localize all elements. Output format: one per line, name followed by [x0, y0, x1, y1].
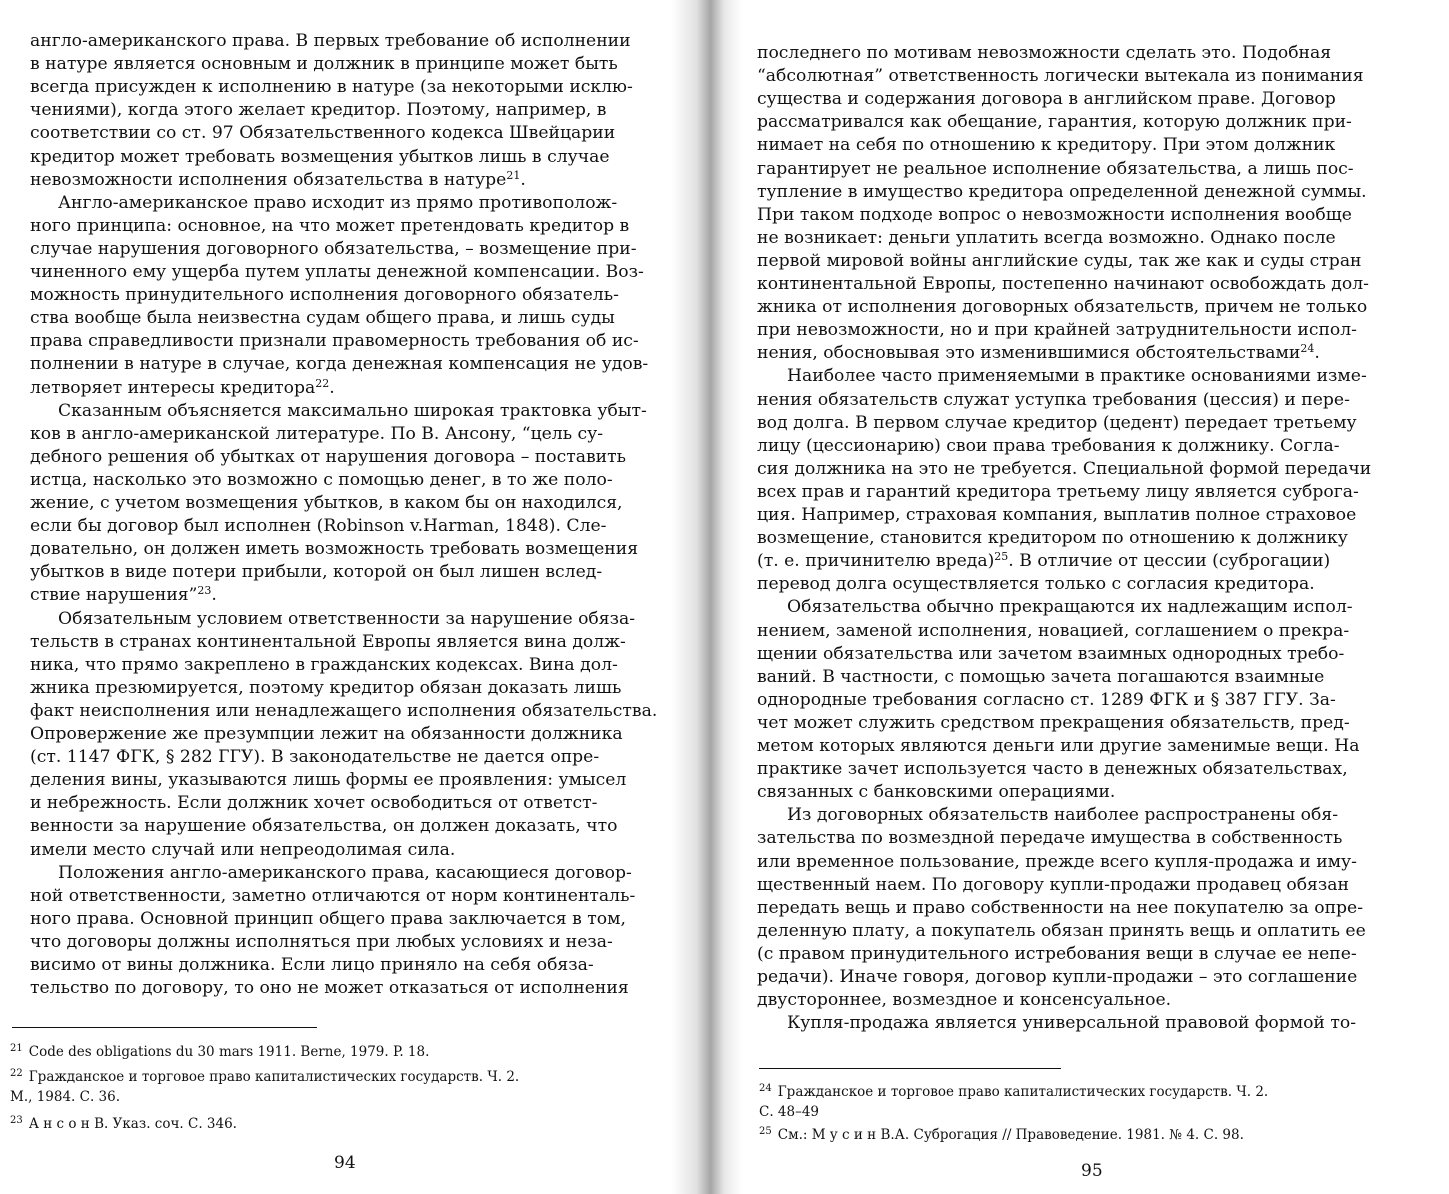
- line-text: ного принципа: основное, на что может претендовать кредитор в: [30, 215, 630, 236]
- text-line: [30, 307, 698, 329]
- text-line: [757, 435, 1427, 457]
- line-text: ков в англо-американской литературе. По В. Ансону, “цель су-: [30, 423, 604, 444]
- line-text: висимо от вины должника. Если лицо приняло на себя обяза-: [30, 955, 594, 975]
- text-line: [58, 862, 698, 884]
- left-page: [0, 0, 715, 1194]
- footnote-text: С. 48–49: [759, 1104, 820, 1120]
- text-line: [757, 342, 1427, 364]
- line-text: истца, насколько это возможно с помощью денег, в то же поло-: [30, 469, 613, 490]
- line-text: случае нарушения договорного обязательства, – возмещение при-: [30, 238, 637, 259]
- text-line: [787, 596, 1427, 618]
- text-line: [30, 238, 698, 260]
- footnote-separator: [759, 1068, 1061, 1069]
- footnote-text: Code des obligations du 30 mars 1911. Berne, 1979. P. 18.: [28, 1044, 430, 1060]
- text-line: [757, 781, 1427, 803]
- line-text: ция. Например, страховая компания, выплатив полное страховое: [757, 505, 1357, 525]
- text-line: [757, 134, 1427, 156]
- footnote: [10, 1068, 690, 1086]
- text-line: [757, 666, 1427, 688]
- line-text: лицу (цессионарию) свои права требования к должнику. Согла-: [757, 435, 1340, 456]
- line-text: англо-американского права. В первых требование об исполнении: [30, 31, 631, 51]
- line-text: Обязательным условием ответственности за нарушение обяза-: [58, 608, 636, 629]
- text-line: [757, 273, 1427, 295]
- line-text: Опровержение же презумпции лежит на обязанности должника: [30, 724, 623, 744]
- line-text: тельство по договору, то оно не может отказаться от исполнения: [30, 978, 629, 999]
- text-line: [30, 815, 698, 837]
- line-text: рассматривался как обещание, гарантия, которую должник при-: [757, 112, 1352, 133]
- text-line: [30, 446, 698, 468]
- footnote-number: 21: [10, 1043, 23, 1054]
- text-line: [757, 689, 1427, 711]
- line-text: вод долга. В первом случае кредитор (цедент) передает третьему: [757, 412, 1357, 433]
- text-line: [757, 504, 1427, 526]
- text-line: [757, 758, 1427, 780]
- page-number: 94: [334, 1153, 356, 1173]
- text-line: [757, 573, 1427, 595]
- footnote: [759, 1126, 1435, 1144]
- line-text: существа и содержания договора в английском праве. Договор: [757, 89, 1336, 110]
- text-line: [757, 204, 1427, 226]
- line-text: ника, что прямо закреплено в гражданских кодексах. Вина дол-: [30, 654, 618, 675]
- line-text: однородные требования согласно ст. 1289 ФГК и § 387 ГГУ. За-: [757, 689, 1336, 710]
- line-text: жение, с учетом возмещения убытков, в каком бы он находился,: [30, 493, 623, 513]
- line-text: Англо-американское право исходит из прямо противополож-: [58, 192, 618, 213]
- line-text: чениями), когда этого желает кредитор. Поэтому, например, в: [30, 100, 607, 121]
- text-line: [757, 620, 1427, 642]
- line-text: деленную плату, а покупатель обязан принять вещь и оплатить ее: [757, 920, 1366, 941]
- line-text: (ст. 1147 ФГК, § 282 ГГУ). В законодательстве не дается опре-: [30, 747, 600, 768]
- line-text: возмещение, становится кредитором по отношению к должнику: [757, 528, 1348, 549]
- text-line: [757, 920, 1427, 942]
- line-text: имели место случай или непреодолимая сила.: [30, 839, 456, 860]
- text-line: [757, 412, 1427, 434]
- line-text: метом которых являются деньги или другие заменимые вещи. На: [757, 736, 1360, 756]
- line-text: если бы договор был исполнен (Robinson v.Harman, 1848). Сле-: [30, 516, 607, 537]
- line-text: перевод долга осуществляется только с согласия кредитора.: [757, 574, 1315, 595]
- text-line: [757, 158, 1427, 180]
- line-text: связанных с банковскими операциями.: [757, 782, 1116, 803]
- line-text: ной ответственности, заметно отличаются от норм континенталь-: [30, 885, 636, 906]
- line-text: Из договорных обязательств наиболее распространены обя-: [787, 805, 1339, 826]
- text-line: [30, 76, 698, 98]
- line-text: всегда присужден к исполнению в натуре (за некоторыми исклю-: [30, 77, 633, 98]
- text-line: [757, 88, 1427, 110]
- line-text: последнего по мотивам невозможности сделать это. Подобная: [757, 43, 1332, 63]
- line-text: континентальной Европы, постепенно начинают освобождать дол-: [757, 274, 1369, 294]
- text-line: [30, 839, 698, 861]
- line-text: что договоры должны исполняться при любых условиях и неза-: [30, 931, 613, 952]
- footnote-reference[interactable]: 23: [197, 584, 212, 598]
- line-text: Купля-продажа является универсальной правовой формой то-: [787, 1013, 1357, 1034]
- line-text: тупление в имущество кредитора определенной денежной суммы.: [757, 181, 1367, 202]
- line-text: права справедливости признали правомерность требования об ис-: [30, 331, 639, 352]
- line-text: жника от исполнения договорных обязательств, причем не только: [757, 297, 1368, 318]
- footnote-text: Гражданское и торговое право капиталистических государств. Ч. 2.: [777, 1084, 1269, 1100]
- line-text: зательства по возмездной передаче имущества в собственность: [757, 828, 1343, 849]
- text-line: [30, 53, 698, 75]
- footnote: [10, 1088, 690, 1106]
- footnote-reference[interactable]: 24: [1300, 342, 1315, 356]
- line-text-tail: .: [211, 585, 217, 606]
- footnote-reference[interactable]: 25: [994, 550, 1009, 564]
- text-line: [30, 584, 698, 606]
- line-text: соответствии со ст. 97 Обязательственного кодекса Швейцарии: [30, 123, 616, 144]
- text-line: [757, 65, 1427, 87]
- line-text: щественный наем. По договору купли-продажи продавец обязан: [757, 874, 1349, 895]
- line-text: Обязательства обычно прекращаются их надлежащим испол-: [787, 597, 1353, 618]
- text-line: [757, 527, 1427, 549]
- text-line: [30, 561, 698, 583]
- line-text: факт неисполнения или ненадлежащего исполнения обязательства.: [30, 700, 658, 721]
- line-text: жника презюмируется, поэтому кредитор обязан доказать лишь: [30, 677, 622, 698]
- text-line: [757, 481, 1427, 503]
- line-text: дебного решения об убытках от нарушения договора – поставить: [30, 446, 626, 467]
- text-line: [757, 966, 1427, 988]
- line-text: довательно, он должен иметь возможность требовать возмещения: [30, 539, 639, 560]
- text-line: [757, 712, 1427, 734]
- text-line: [787, 1012, 1427, 1034]
- footnote-reference[interactable]: 22: [315, 376, 330, 390]
- text-line: [787, 804, 1427, 826]
- line-text: не возникает: деньги уплатить всегда возможно. Однако после: [757, 227, 1336, 248]
- text-line: [757, 943, 1427, 965]
- footnote: [10, 1043, 690, 1061]
- line-text: двустороннее, возмездное и консенсуальное.: [757, 990, 1172, 1011]
- footnote-number: 25: [759, 1126, 772, 1137]
- text-line: [30, 261, 698, 283]
- line-text: деления вины, указываются лишь формы ее проявления: умысел: [30, 770, 627, 791]
- line-text: щении обязательства или зачетом взаимных однородных требо-: [757, 643, 1345, 664]
- line-text: ваний. В частности, с помощью зачета погашаются взаимные: [757, 666, 1325, 687]
- line-text: невозможности исполнения обязательства в натуре: [30, 169, 507, 190]
- text-line: [30, 746, 698, 768]
- text-line: [757, 874, 1427, 896]
- footnote-separator: [12, 1027, 317, 1028]
- text-line: [757, 550, 1427, 572]
- line-text: нимает на себя по отношению к кредитору. При этом должник: [757, 135, 1336, 156]
- text-line: [30, 30, 698, 52]
- line-text: первой мировой войны английские суды, так же как и суды стран: [757, 250, 1362, 271]
- text-line: [58, 400, 698, 422]
- line-text: чет может служить средством прекращения обязательств, пред-: [757, 712, 1350, 733]
- footnote-reference[interactable]: 21: [506, 168, 521, 182]
- line-text: редачи). Иначе говоря, договор купли-продажи – это соглашение: [757, 967, 1358, 987]
- line-text: Сказанным объясняется максимально широкая трактовка убыт-: [58, 400, 647, 421]
- line-text: передать вещь и право собственности на нее покупателю за опре-: [757, 897, 1364, 918]
- text-line: [30, 700, 698, 722]
- text-line: [30, 99, 698, 121]
- text-line: [757, 643, 1427, 665]
- footnote: [759, 1083, 1435, 1101]
- line-text: полнении в натуре в случае, когда денежная компенсация не удов-: [30, 354, 649, 375]
- text-line: [30, 723, 698, 745]
- text-line: [757, 319, 1427, 341]
- footnote: [10, 1115, 690, 1133]
- text-line: [757, 111, 1427, 133]
- line-text: ствие нарушения”: [30, 585, 198, 606]
- line-text: убытков в виде потери прибыли, которой он был лишен вслед-: [30, 562, 603, 583]
- text-line: [58, 608, 698, 630]
- text-line: [757, 827, 1427, 849]
- text-line: [58, 192, 698, 214]
- line-text: нения, обосновывая это изменившимися обстоятельствами: [757, 343, 1301, 364]
- line-text: при невозможности, но и при крайней затруднительности испол-: [757, 320, 1357, 341]
- text-line: [30, 169, 698, 191]
- footnote-number: 22: [10, 1068, 23, 1079]
- line-text: нения обязательств служат уступка требования (цессия) и пере-: [757, 389, 1350, 410]
- text-line: [757, 735, 1427, 757]
- line-text: нением, заменой исполнения, новацией, соглашением о прекра-: [757, 620, 1350, 641]
- footnote-text: А н с о н В. Указ. соч. С. 346.: [28, 1116, 237, 1132]
- text-line: [30, 353, 698, 375]
- text-line: [30, 492, 698, 514]
- line-text: (т. е. причинителю вреда): [757, 551, 995, 572]
- text-line: [30, 908, 698, 930]
- text-line: [30, 423, 698, 445]
- footnote-text: Гражданское и торговое право капиталистических государств. Ч. 2.: [28, 1069, 520, 1085]
- text-line: [30, 931, 698, 953]
- right-page: [715, 0, 1449, 1194]
- text-line: [30, 146, 698, 168]
- line-text: кредитор может требовать возмещения убытков лишь в случае: [30, 146, 610, 167]
- text-line: [787, 365, 1427, 387]
- line-text: Наиболее часто применяемыми в практике основаниями изме-: [787, 366, 1367, 387]
- line-text: и небрежность. Если должник хочет освободиться от ответст-: [30, 793, 598, 814]
- text-line: [757, 897, 1427, 919]
- line-text: ства вообще была неизвестна судам общего права, и лишь суды: [30, 308, 615, 329]
- text-line: [30, 792, 698, 814]
- line-text-tail: .: [520, 169, 526, 190]
- text-line: [30, 377, 698, 399]
- text-line: [757, 389, 1427, 411]
- line-text: сия должника на это не требуется. Специальной формой передачи: [757, 458, 1372, 479]
- text-line: [757, 296, 1427, 318]
- text-line: [30, 538, 698, 560]
- text-line: [30, 215, 698, 237]
- text-line: [757, 989, 1427, 1011]
- line-text: “абсолютная” ответственность логически вытекала из понимания: [757, 66, 1364, 87]
- line-text: всех прав и гарантий кредитора третьему лицу является суброга-: [757, 481, 1359, 502]
- text-line: [30, 284, 698, 306]
- line-text: чиненного ему ущерба путем уплаты денежной компенсации. Воз-: [30, 262, 644, 282]
- text-line: [30, 631, 698, 653]
- text-line: [757, 42, 1427, 64]
- text-line: [30, 654, 698, 676]
- line-text: тельств в странах континентальной Европы является вина долж-: [30, 631, 626, 652]
- text-line: [757, 250, 1427, 272]
- line-text: можность принудительного исполнения договорного обязатель-: [30, 285, 619, 306]
- text-line: [757, 851, 1427, 873]
- footnote-text: М., 1984. С. 36.: [10, 1089, 121, 1105]
- line-text: практике зачет используется часто в денежных обязательствах,: [757, 759, 1348, 780]
- text-line: [30, 515, 698, 537]
- text-line: [30, 469, 698, 491]
- line-text: венности за нарушение обязательства, он должен доказать, что: [30, 816, 618, 837]
- footnote-number: 23: [10, 1115, 23, 1126]
- text-line: [757, 181, 1427, 203]
- line-text-tail: . В отличие от цессии (суброгации): [1008, 551, 1331, 572]
- footnote-number: 24: [759, 1083, 772, 1094]
- line-text: в натуре является основным и должник в принципе может быть: [30, 54, 618, 75]
- text-line: [30, 122, 698, 144]
- text-line: [30, 769, 698, 791]
- footnote-text: См.: М у с и н В.А. Суброгация // Правоведение. 1981. № 4. С. 98.: [777, 1127, 1244, 1143]
- text-line: [30, 330, 698, 352]
- line-text: Положения англо-американского права, касающиеся договор-: [58, 862, 632, 883]
- page-number: 95: [1081, 1161, 1103, 1181]
- text-line: [30, 977, 698, 999]
- line-text-tail: .: [1314, 343, 1320, 364]
- line-text: или временное пользование, прежде всего купля-продажа и иму-: [757, 851, 1357, 872]
- line-text: летворяет интересы кредитора: [30, 377, 316, 398]
- line-text: При таком подходе вопрос о невозможности исполнения вообще: [757, 204, 1352, 225]
- text-line: [30, 677, 698, 699]
- text-line: [30, 954, 698, 976]
- line-text: ного права. Основной принцип общего права заключается в том,: [30, 908, 626, 929]
- text-line: [30, 885, 698, 907]
- line-text-tail: .: [329, 377, 335, 398]
- line-text: гарантирует не реальное исполнение обязательства, а лишь пос-: [757, 158, 1354, 179]
- footnote: [759, 1103, 1435, 1121]
- text-line: [757, 458, 1427, 480]
- line-text: (с правом принудительного истребования вещи в случае ее непе-: [757, 943, 1357, 964]
- text-line: [757, 227, 1427, 249]
